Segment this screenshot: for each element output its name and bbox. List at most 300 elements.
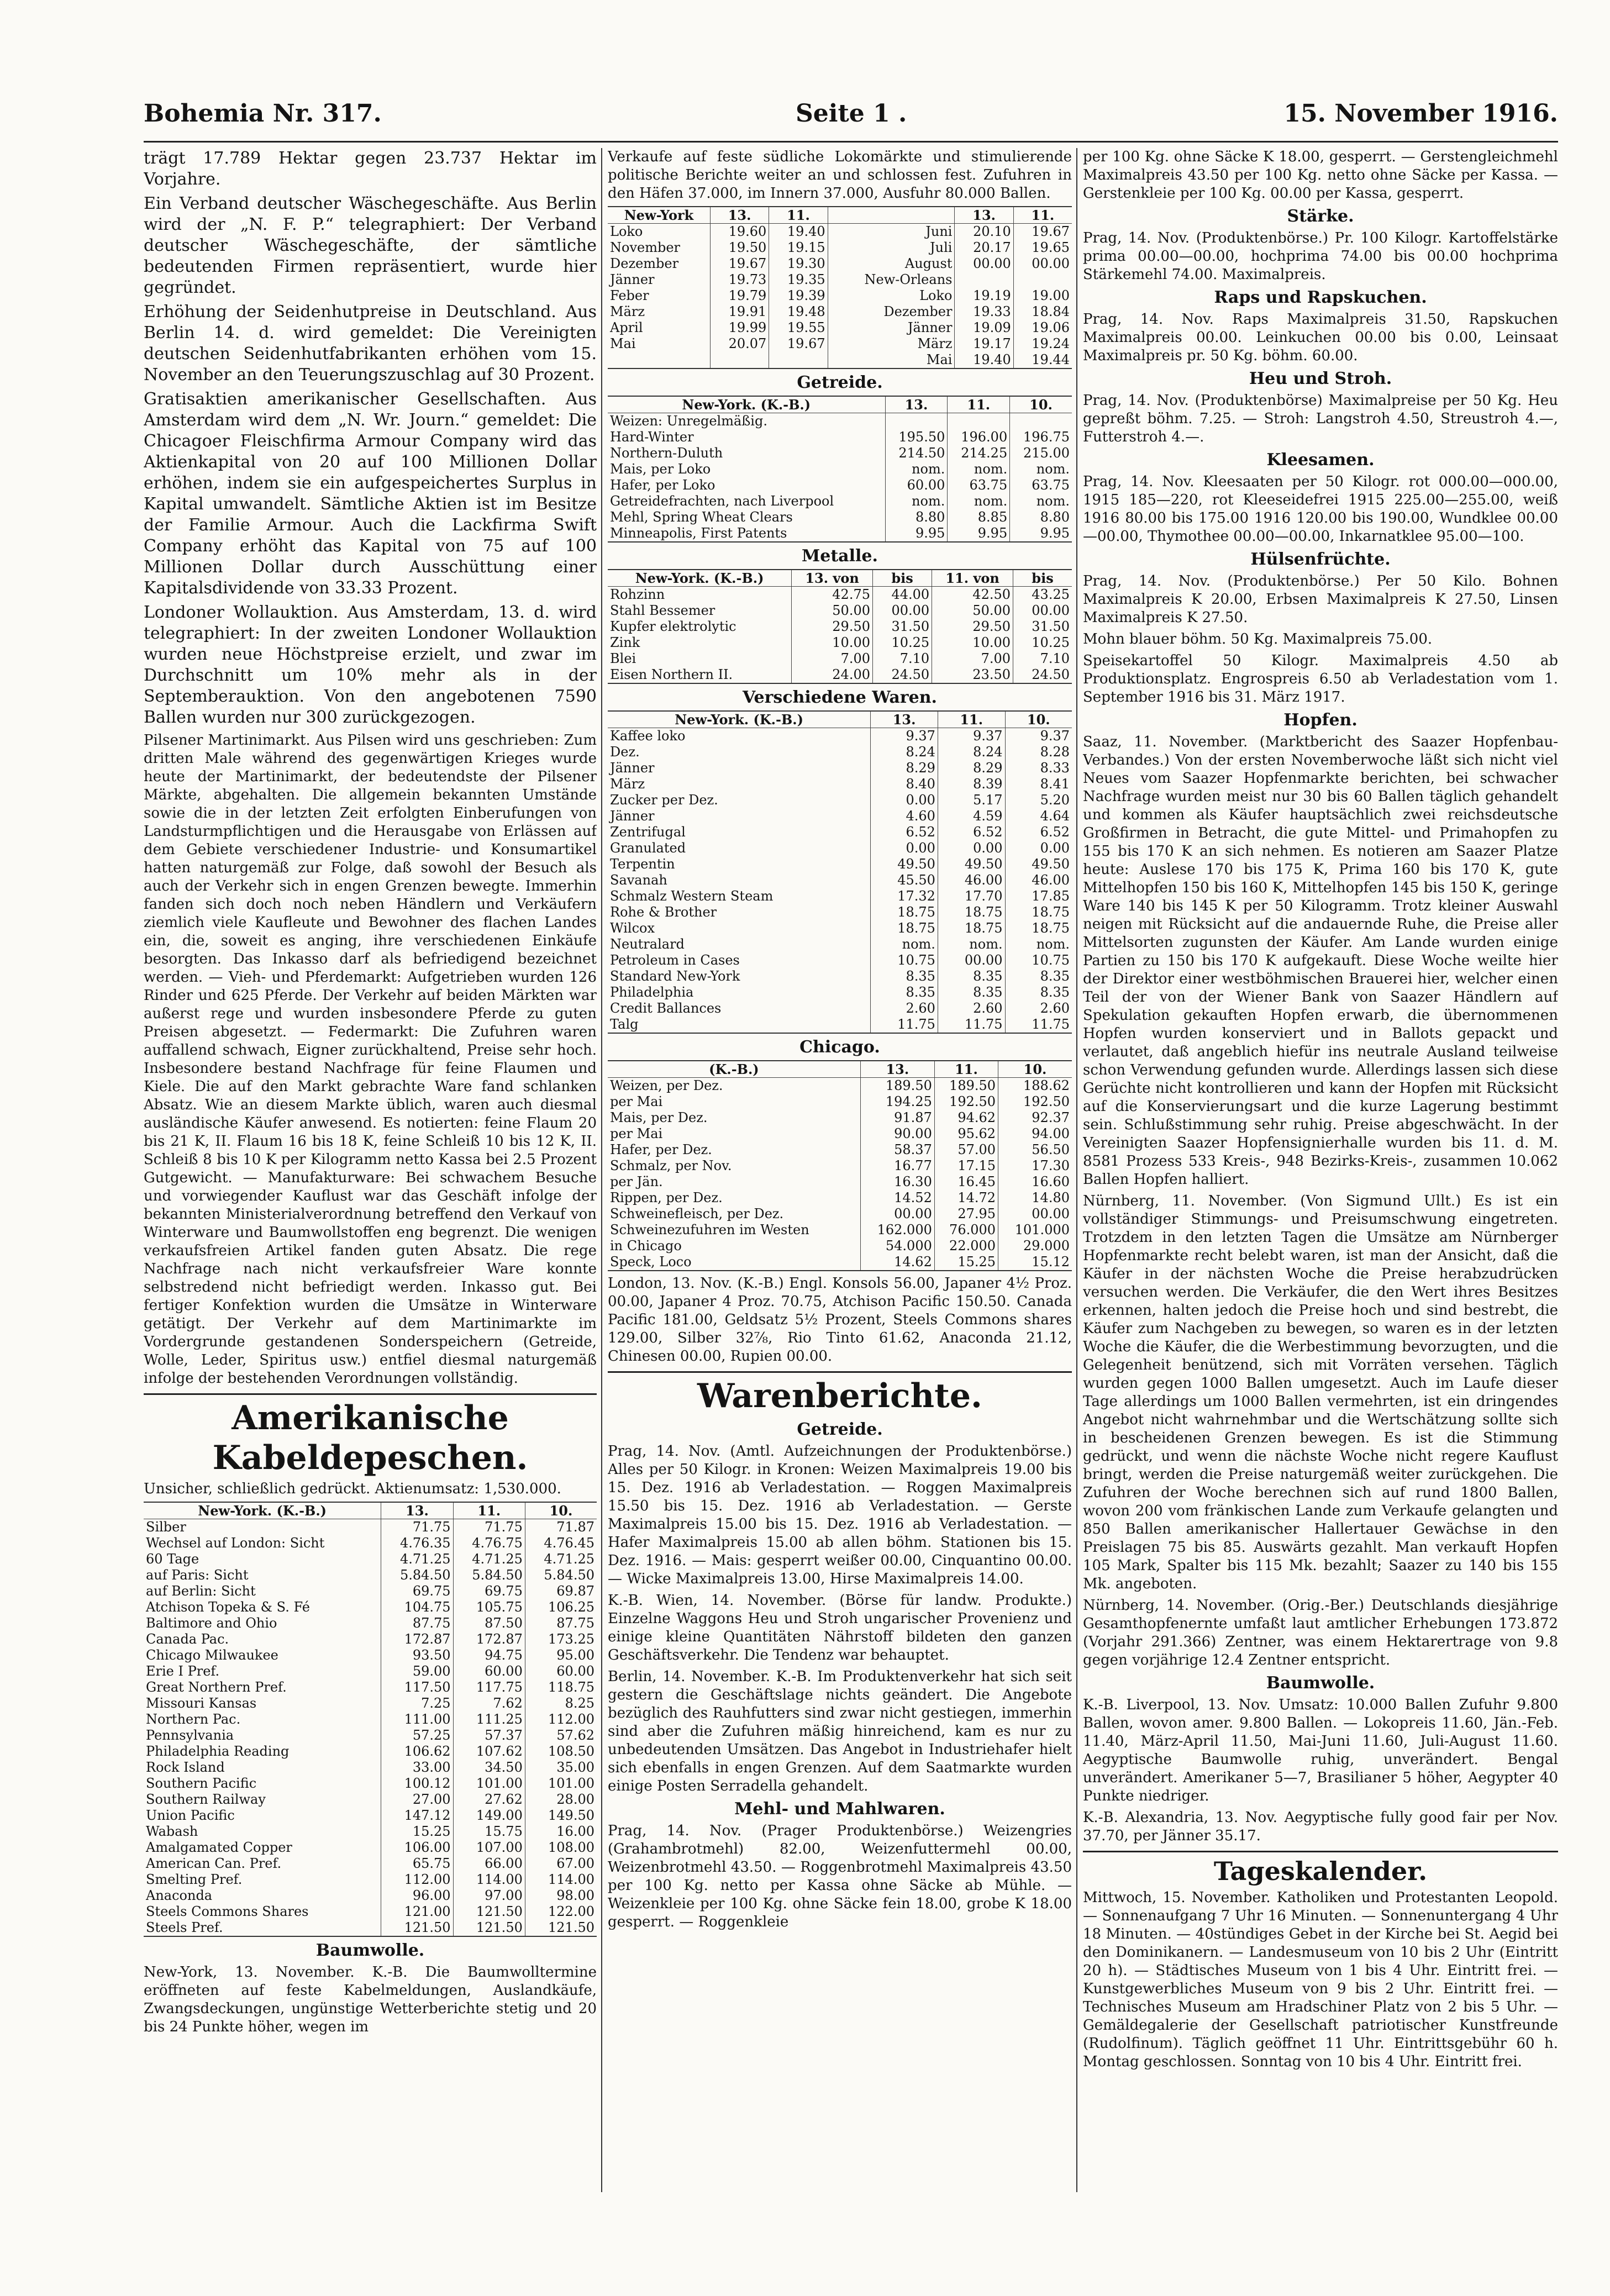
table-cell: 50.00 (792, 603, 873, 619)
table-cell: 162.000 (860, 1222, 934, 1238)
table-row (608, 525, 1072, 542)
column-2 (608, 148, 1072, 2192)
table-cell: 8.25 (525, 1695, 597, 1712)
table-cell: Rippen, per Dez. (610, 1190, 723, 1205)
subsection-heading: Raps und Rapskuchen. (1214, 288, 1427, 307)
kabel-table (144, 1502, 597, 1937)
table-cell: März (610, 304, 645, 319)
column-header: 13. (860, 1061, 934, 1078)
table-cell: 8.24 (938, 744, 1005, 760)
article-text: K.-B. Wien, 14. November. (Börse für landw. Produkte.) Einzelne Waggons Heu und Stroh ungarischer Provenienz und einige kleine Quantitäten Nährstoff bildeten den ganzen Geschäftsverkehr. Die Tendenz war behauptet. (608, 1592, 1072, 1663)
column-header: New-York. (K.-B.) (608, 711, 871, 728)
table-cell: Jänner (610, 272, 655, 287)
table-row (608, 461, 1072, 477)
baumwolle-table (608, 206, 1072, 369)
table-cell: 20.10 (955, 224, 1013, 240)
table-cell: auf Berlin: Sicht (146, 1583, 256, 1599)
column-header (828, 207, 955, 224)
table-cell: 87.50 (453, 1615, 525, 1631)
table-cell: 8.85 (948, 509, 1010, 525)
table-row (144, 1519, 597, 1536)
table-row (608, 968, 1072, 984)
table-cell: Schmalz, per Nov. (610, 1158, 732, 1173)
column-header: 13. (381, 1502, 453, 1519)
table-cell: 10.00 (932, 635, 1013, 651)
column-header: 13. von (792, 570, 873, 587)
table-cell: 20.17 (955, 240, 1013, 256)
table-cell: 60.00 (885, 477, 948, 493)
table-cell: 9.95 (948, 525, 1010, 542)
table-cell: 00.00 (938, 952, 1005, 968)
table-cell: 4.60 (871, 808, 938, 824)
table-cell: 147.12 (381, 1808, 453, 1824)
column-header: 11. (934, 1061, 998, 1078)
table-cell: 24.50 (1013, 667, 1072, 683)
table-cell: 112.00 (525, 1712, 597, 1728)
subsection-heading: Mehl- und Mahlwaren. (734, 1799, 945, 1819)
table-cell: 66.00 (453, 1856, 525, 1872)
table-cell: 121.50 (453, 1904, 525, 1920)
table-cell: 65.75 (381, 1856, 453, 1872)
table-cell: Jänner (610, 808, 655, 824)
table-cell: Weizen, per Dez. (610, 1078, 723, 1093)
article-text: Ein Verband deutscher Wäschegeschäfte. Aus Berlin wird der „N. F. P.“ telegraphiert: Der Verband deutscher Wäschegeschäfte, der sämtliche bedeutenden Firmen repräsentiert, wurde hier gegründet. (144, 194, 597, 297)
table-cell: 195.50 (885, 429, 948, 445)
table-cell: 00.00 (955, 256, 1013, 272)
table-cell: 57.62 (525, 1728, 597, 1744)
table-row (608, 1142, 1072, 1158)
table-cell: 7.00 (932, 651, 1013, 667)
table-row (144, 1535, 597, 1551)
table-cell: Granulated (610, 840, 686, 856)
table-cell: 95.62 (934, 1126, 998, 1142)
subsection-heading: Stärke. (1287, 207, 1354, 226)
table-cell: 8.35 (871, 984, 938, 1000)
table-row (608, 493, 1072, 509)
column-header: 10. (998, 1061, 1072, 1078)
column-header: New-York. (K.-B.) (608, 396, 885, 413)
table-cell: 18.75 (1005, 920, 1072, 936)
table-cell: 7.10 (1013, 651, 1072, 667)
table-cell: 9.37 (871, 728, 938, 745)
table-cell (885, 413, 948, 430)
table-row (608, 445, 1072, 461)
column-3 (1083, 148, 1558, 2192)
table-cell: 16.00 (525, 1824, 597, 1840)
column-header: 13. (710, 207, 769, 224)
table-cell: 9.95 (885, 525, 948, 542)
column-header: bis (873, 570, 932, 587)
table-row (144, 1615, 597, 1631)
table-cell: Jänner (828, 320, 955, 336)
table-cell: 63.75 (948, 477, 1010, 493)
table-cell: 106.00 (381, 1840, 453, 1856)
table-cell: 2.60 (871, 1000, 938, 1017)
table-row (608, 509, 1072, 525)
table-cell: 122.00 (525, 1904, 597, 1920)
section-subtitle: Unsicher, schließlich gedrückt. Aktienumsatz: 1,530.000. (144, 1481, 561, 1497)
table-row (144, 1744, 597, 1760)
table-cell: Getreidefrachten, nach Liverpool (610, 493, 834, 509)
table-cell: 18.75 (871, 904, 938, 920)
subsection-heading: Metalle. (802, 546, 878, 566)
table-cell: 9.37 (1005, 728, 1072, 745)
table-row (608, 824, 1072, 840)
table-cell: 172.87 (453, 1631, 525, 1647)
table-cell: 10.00 (792, 635, 873, 651)
table-cell: 91.87 (860, 1110, 934, 1126)
table-cell: Anaconda (146, 1888, 213, 1903)
table-row (608, 320, 1072, 336)
table-cell: 196.75 (1010, 429, 1072, 445)
table-cell: 19.99 (710, 320, 769, 336)
table-row (608, 1190, 1072, 1206)
table-body (608, 728, 1072, 1034)
table-cell: 2.60 (938, 1000, 1005, 1017)
table-cell (710, 352, 769, 368)
table-cell: 19.60 (710, 224, 769, 240)
table-cell: 4.64 (1005, 808, 1072, 824)
table-cell: Juli (828, 240, 955, 256)
table-cell: 4.76.45 (525, 1535, 597, 1551)
table-cell: 15.25 (934, 1254, 998, 1271)
table-cell: Missouri Kansas (146, 1695, 257, 1711)
table-cell: 19.06 (1013, 320, 1072, 336)
table-cell: 69.87 (525, 1583, 597, 1599)
table-cell (948, 413, 1010, 430)
table-cell: 11.75 (1005, 1017, 1072, 1033)
column-header: 11. (938, 711, 1005, 728)
table-cell: 5.84.50 (525, 1567, 597, 1583)
table-row (144, 1583, 597, 1599)
getreide-table (608, 396, 1072, 543)
table-cell: Wabash (146, 1824, 198, 1839)
table-cell: 22.000 (934, 1238, 998, 1254)
table-row (608, 776, 1072, 792)
table-cell: 14.52 (860, 1190, 934, 1206)
table-cell: 63.75 (1010, 477, 1072, 493)
table-cell: 17.15 (934, 1158, 998, 1174)
table-header (608, 570, 1072, 587)
table-cell: 172.87 (381, 1631, 453, 1647)
table-cell: 00.00 (1013, 256, 1072, 272)
table-cell: 19.67 (769, 336, 828, 352)
table-cell: Southern Pacific (146, 1776, 257, 1791)
table-cell: 0.00 (1005, 840, 1072, 856)
table-row (144, 1904, 597, 1920)
table-cell: 7.62 (453, 1695, 525, 1712)
table-cell: 8.39 (938, 776, 1005, 792)
table-cell: Baltimore and Ohio (146, 1615, 277, 1631)
table-row (608, 651, 1072, 667)
table-cell: 57.37 (453, 1728, 525, 1744)
table-row (608, 304, 1072, 320)
table-row (608, 808, 1072, 824)
table-cell: per Mai (610, 1094, 663, 1109)
table-cell: Philadelphia (610, 984, 694, 1000)
table-cell: 19.40 (769, 224, 828, 240)
table-cell: Standard New-York (610, 968, 740, 984)
table-cell: 31.50 (1013, 619, 1072, 635)
table-cell: 18.75 (1005, 904, 1072, 920)
table-cell: 19.79 (710, 288, 769, 304)
table-cell: 19.55 (769, 320, 828, 336)
table-cell: 4.71.25 (381, 1551, 453, 1567)
table-cell: 214.25 (948, 445, 1010, 461)
table-cell: 19.40 (955, 352, 1013, 368)
table-cell: 87.75 (525, 1615, 597, 1631)
table-row (608, 760, 1072, 776)
table-row (144, 1712, 597, 1728)
table-row (608, 1110, 1072, 1126)
table-cell: 29.50 (932, 619, 1013, 635)
table-cell: 106.25 (525, 1599, 597, 1615)
table-cell: per Mai (610, 1126, 663, 1141)
section-title: Tageskalender. (1083, 1851, 1558, 1887)
table-cell: nom. (948, 493, 1010, 509)
table-cell: 87.75 (381, 1615, 453, 1631)
table-row (608, 1158, 1072, 1174)
column-header: 13. (955, 207, 1013, 224)
table-cell: Northern-Duluth (610, 445, 723, 461)
article-text: Prag, 14. Nov. Kleesaaten per 50 Kilogr. rot 000.00—000.00, 1915 185—220, rot Kleeseidefrei 1915 225.00—255.00, weiß 1916 80.00 bis 175.00 1916 120.00 bis 190.00, Wundklee 00.00—00.00, Thymothee 00.00—00.00, Inkarnatklee 95.00—100. (1083, 473, 1558, 545)
table-row (608, 728, 1072, 745)
table-cell: 98.00 (525, 1888, 597, 1904)
table-cell: 7.00 (792, 651, 873, 667)
table-cell: 42.75 (792, 587, 873, 603)
table-cell: 27.00 (381, 1792, 453, 1808)
article-text: Mittwoch, 15. November. Katholiken und Protestanten Leopold. — Sonnenaufgang 7 Uhr 16 Minuten. — Sonnenuntergang 4 Uhr 18 Minuten. — 40stündiges Gebet in der Kirche bei St. Aegid bei den Dominikanern. — Landesmuseum von 10 bis 2 Uhr (Eintritt 20 h). — Städtisches Museum von 1 bis 4 Uhr. Eintritt frei. — Kunstgewerbliches Museum von 9 bis 2 Uhr. Eintritt frei. — Technisches Museum am Hradschiner Platz von 2 bis 5 Uhr. — Gemäldegalerie der Gesellschaft patriotischer Kunstfreunde (Rudolfinum). Täglich geöffnet 11 Uhr. Eintrittsgebühr 60 h. Montag geschlossen. Sonntag von 10 bis 4 Uhr. Eintritt frei. (1083, 1889, 1558, 2070)
table-body (608, 587, 1072, 684)
subsection-heading: Kleesamen. (1266, 450, 1375, 470)
table-cell: New-Orleans (828, 272, 955, 288)
table-cell: 24.00 (792, 667, 873, 683)
article-text: Erhöhung der Seidenhutpreise in Deutschland. Aus Berlin 14. d. wird gemeldet: Die Vereinigten deutschen Seidenhutfabrikanten erhöhen vom 15. November an den Teuerungszuschlag auf 30 Prozent. (144, 302, 597, 385)
table-header (144, 1502, 597, 1519)
issue-date: 15. November 1916. (1283, 99, 1558, 128)
column-header: (K.-B.) (608, 1061, 860, 1078)
table-cell: 60.00 (525, 1663, 597, 1679)
table-row (608, 904, 1072, 920)
table-cell: 49.50 (938, 856, 1005, 872)
waren-table (608, 710, 1072, 1034)
table-cell: 8.80 (1010, 509, 1072, 525)
section-title: Amerikanische Kabeldepeschen. (144, 1393, 597, 1478)
table-row (144, 1695, 597, 1712)
table-row (608, 256, 1072, 272)
table-cell: 50.00 (932, 603, 1013, 619)
article-text: Gratisaktien amerikanischer Gesellschaften. Aus Amsterdam wird dem „N. Wr. Journ.“ gemeldet: Die Chicagoer Fleischfirma Armour Company wird das Aktienkapital von 20 auf 100 Millionen Dollar erhöhen, indem sie ein aufgespeichertes Surplus in Kapital umwandelt. Sämtliche Aktien ist im Besitze der Familie Armour. Auch die Lackfirma Swift Company erhöht das Kapital von 75 auf 100 Millionen Dollar durch Ausschüttung einer Kapitalsdividende von 33.33 Prozent. (144, 389, 597, 598)
table-cell: 215.00 (1010, 445, 1072, 461)
article-text: Verkaufe auf feste südliche Lokomärkte und stimulierende politische Berichte weiter an und schlossen fest. Zufuhren in den Häfen 37.000, im Innern 37.000, Ausfuhr 80.000 Ballen. (608, 149, 1072, 202)
page-header (144, 99, 1558, 138)
table-cell: Wilcox (610, 920, 655, 936)
article-text: London, 13. Nov. (K.-B.) Engl. Konsols 56.00, Japaner 4½ Proz. 00.00, Japaner 4 Proz. 70.75, Atchison Pacific 150.50. Canada Pacific 181.00, Geldsatz 5½ Prozent, Steels Commons shares 129.00, Silber 32⅞, Rio Tinto 61.62, Anaconda 21.12, Chinesen 00.00, Rupien 00.00. (608, 1275, 1072, 1365)
page-number: Seite 1 . (796, 99, 907, 128)
table-cell: 114.00 (525, 1872, 597, 1888)
table-cell: Kupfer elektrolytic (610, 619, 736, 634)
table-cell: 23.50 (932, 667, 1013, 683)
table-cell: 19.65 (1013, 240, 1072, 256)
table-cell: 107.62 (453, 1744, 525, 1760)
table-cell: Schweinezufuhren im Westen (610, 1222, 809, 1237)
table-cell (1013, 272, 1072, 288)
table-cell: 8.24 (871, 744, 938, 760)
table-cell: 67.00 (525, 1856, 597, 1872)
table-row (608, 1017, 1072, 1033)
table-cell: 71.75 (381, 1519, 453, 1536)
table-row (144, 1760, 597, 1776)
table-cell: 00.00 (860, 1206, 934, 1222)
table-cell: Southern Railway (146, 1792, 266, 1807)
article-text: Prag, 14. Nov. Raps Maximalpreis 31.50, Rapskuchen Maximalpreis 00.00. Leinkuchen 00.00 bis 0.00, Leinsaat Maximalpreis pr. 50 Kg. böhm. 60.00. (1083, 311, 1558, 364)
table-cell: Credit Ballances (610, 1000, 722, 1016)
table-body (608, 413, 1072, 543)
table-cell (608, 352, 710, 368)
table-cell: Schweinefleisch, per Dez. (610, 1206, 784, 1221)
table-cell: 54.000 (860, 1238, 934, 1254)
column-header: 11. von (932, 570, 1013, 587)
table-cell: 117.75 (453, 1679, 525, 1695)
table-cell: nom. (885, 461, 948, 477)
table-row (608, 744, 1072, 760)
table-row (144, 1551, 597, 1567)
table-cell: per Jän. (610, 1174, 663, 1189)
table-cell: 6.52 (1005, 824, 1072, 840)
table-row (608, 413, 1072, 430)
article-text: K.-B. Alexandria, 13. Nov. Aegyptische fully good fair per Nov. 37.70, per Jänner 35.17. (1083, 1809, 1558, 1844)
table-cell: 35.00 (525, 1760, 597, 1776)
table-cell: Speck, Loco (610, 1254, 692, 1270)
table-row (144, 1808, 597, 1824)
table-cell: Terpentin (610, 856, 675, 872)
table-row (608, 920, 1072, 936)
table-cell: 4.76.35 (381, 1535, 453, 1551)
table-cell: 57.25 (381, 1728, 453, 1744)
table-cell: 8.80 (885, 509, 948, 525)
column-1 (144, 148, 597, 2192)
table-cell: 19.39 (769, 288, 828, 304)
table-row (144, 1567, 597, 1583)
table-cell: Zucker per Dez. (610, 792, 718, 808)
table-cell: 5.84.50 (381, 1567, 453, 1583)
table-row (608, 792, 1072, 808)
column-header: New-York. (K.-B.) (144, 1502, 381, 1519)
table-row (144, 1888, 597, 1904)
table-cell: 4.76.75 (453, 1535, 525, 1551)
table-cell: 8.29 (871, 760, 938, 776)
table-cell: nom. (1010, 461, 1072, 477)
table-cell: Rohe & Brother (610, 904, 717, 920)
table-cell: 10.75 (1005, 952, 1072, 968)
table-cell: 16.45 (934, 1174, 998, 1190)
table-cell: Chicago Milwaukee (146, 1647, 278, 1663)
table-cell: Blei (610, 651, 636, 666)
table-row (608, 336, 1072, 352)
table-cell: 105.75 (453, 1599, 525, 1615)
column-header: 13. (871, 711, 938, 728)
table-cell: Eisen Northern II. (610, 667, 733, 682)
table-cell: Talg (610, 1017, 639, 1032)
table-cell: 111.00 (381, 1712, 453, 1728)
table-cell: Mai (828, 352, 955, 368)
table-cell: 11.75 (938, 1017, 1005, 1033)
table-row (608, 1206, 1072, 1222)
article-text: Prag, 14. Nov. (Amtl. Aufzeichnungen der Produktenbörse.) Alles per 50 Kilogr. in Kronen: Weizen Maximalpreis 19.00 bis 15. Dez. 1916 ab Verladestation. — Roggen Maximalpreis 15.50 bis 15. Dez. 1916 ab Verladestation. — Gerste Maximalpreis 15.00 bis 15. Dez. 1916 ab Verladestation. — Hafer Maximalpreis 15.00 ab allen böhm. Stationen bis 15. Dez. 1916. — Mais: gesperrt weißer 00.00, Cinquantino 00.00. — Wicke Maximalpreis 13.00, Hirse Maximalpreis 14.00. (608, 1443, 1072, 1587)
chicago-table (608, 1060, 1072, 1271)
table-cell: Hafer, per Loko (610, 477, 715, 493)
header-rule (144, 141, 1558, 143)
column-header: New-York (608, 207, 710, 224)
table-cell: 19.00 (1013, 288, 1072, 304)
table-cell: 19.48 (769, 304, 828, 320)
table-cell: 94.75 (453, 1647, 525, 1663)
table-row (144, 1920, 597, 1936)
column-header: 13. (885, 396, 948, 413)
table-cell: 121.50 (381, 1920, 453, 1936)
table-row (608, 240, 1072, 256)
table-cell: 56.50 (998, 1142, 1072, 1158)
table-row (608, 288, 1072, 304)
column-header: 10. (525, 1502, 597, 1519)
table-row (608, 1238, 1072, 1254)
table-cell: 101.000 (998, 1222, 1072, 1238)
table-cell: Kaffee loko (610, 728, 686, 744)
table-cell: 45.50 (871, 872, 938, 888)
article-text: Nürnberg, 11. November. (Von Sigmund Ullt.) Es ist ein vollständiger Stimmungs- und Preisumschwung eingetreten. Trotzdem in den letzten Tagen die Umsätze am Nürnberger Hopfenmarkte recht belebt waren, ist man der Ansicht, daß die Käufer in der nächsten Woche die Preise herabzudrücken versuchen werden. Die Verkäufer, die den Wert ihres Besitzes erkennen, halten jedoch die Preise hoch und sind bestrebt, die Käufer zum Nachgeben zu bewegen, so waren es in der letzten Woche die Käufer, die die Werbestimmung bevorzugten, und die Gelegenheit benützend, sich mit Vorräten versehen. Täglich wurden gegen 1000 Ballen umgesetzt. Auch im Laufe dieser Tage allerdings um 1000 Ballen vermehrten, ist ein dringendes Angebot nicht wahrnehmbar und die Wertschätzung sollte sich in bescheidenen Grenzen bewegen. Es ist die Stimmung gedrückt, und wenn die nächste Woche nicht regere Kauflust bringt, werden die Preise naturgemäß weiter zurückgehen. Die Zufuhren der Woche berechnen sich auf rund 1800 Ballen, wovon 200 vom fränkischen Lande zum Verkaufe gelangten und 850 Ballen amerikanischer Hallertauer Gewächse in den Preislagen 75 bis 85. Auswärts gezahlt. Man verkauft Hopfen 105 Mark, Spalter bis 115 Mk. bezahlt; Saazer zu 140 bis 155 Mk. angeboten. (1083, 1193, 1558, 1592)
table-cell: 9.37 (938, 728, 1005, 745)
table-cell: 94.62 (934, 1110, 998, 1126)
table-cell: 46.00 (1005, 872, 1072, 888)
table-cell: 2.60 (1005, 1000, 1072, 1017)
table-cell: 189.50 (860, 1078, 934, 1094)
table-cell: 112.00 (381, 1872, 453, 1888)
table-cell: Minneapolis, First Patents (610, 525, 787, 541)
table-cell (955, 272, 1013, 288)
table-cell: Canada Pac. (146, 1631, 229, 1647)
table-cell: März (610, 776, 645, 792)
table-cell: 8.35 (1005, 984, 1072, 1000)
table-cell: 173.25 (525, 1631, 597, 1647)
table-cell: 16.77 (860, 1158, 934, 1174)
table-cell: Neutralard (610, 936, 685, 952)
table-cell: 196.00 (948, 429, 1010, 445)
table-cell: Rohzinn (610, 587, 665, 602)
table-cell: 58.37 (860, 1142, 934, 1158)
table-cell: 8.40 (871, 776, 938, 792)
table-cell: 19.09 (955, 320, 1013, 336)
table-cell: 90.00 (860, 1126, 934, 1142)
table-row (608, 352, 1072, 368)
table-cell: nom. (1005, 936, 1072, 952)
table-row (144, 1872, 597, 1888)
table-row (608, 429, 1072, 445)
table-cell: 93.50 (381, 1647, 453, 1663)
table-row (608, 635, 1072, 651)
table-cell: Steels Pref. (146, 1920, 223, 1935)
article-text: Speisekartoffel 50 Kilogr. Maximalpreis 4.50 ab Produktionsplatz. Engrospreis 6.50 ab Verladestation vom 1. September 1916 bis 31. März 1917. (1083, 652, 1558, 705)
metalle-table (608, 569, 1072, 684)
table-cell: Dez. (610, 744, 640, 760)
table-cell: in Chicago (610, 1238, 682, 1254)
table-cell: 214.50 (885, 445, 948, 461)
table-cell: Mais, per Dez. (610, 1110, 708, 1125)
table-row (608, 224, 1072, 240)
table-cell: 19.67 (710, 256, 769, 272)
table-row (144, 1776, 597, 1792)
table-cell: 00.00 (1013, 603, 1072, 619)
table-cell: 49.50 (871, 856, 938, 872)
